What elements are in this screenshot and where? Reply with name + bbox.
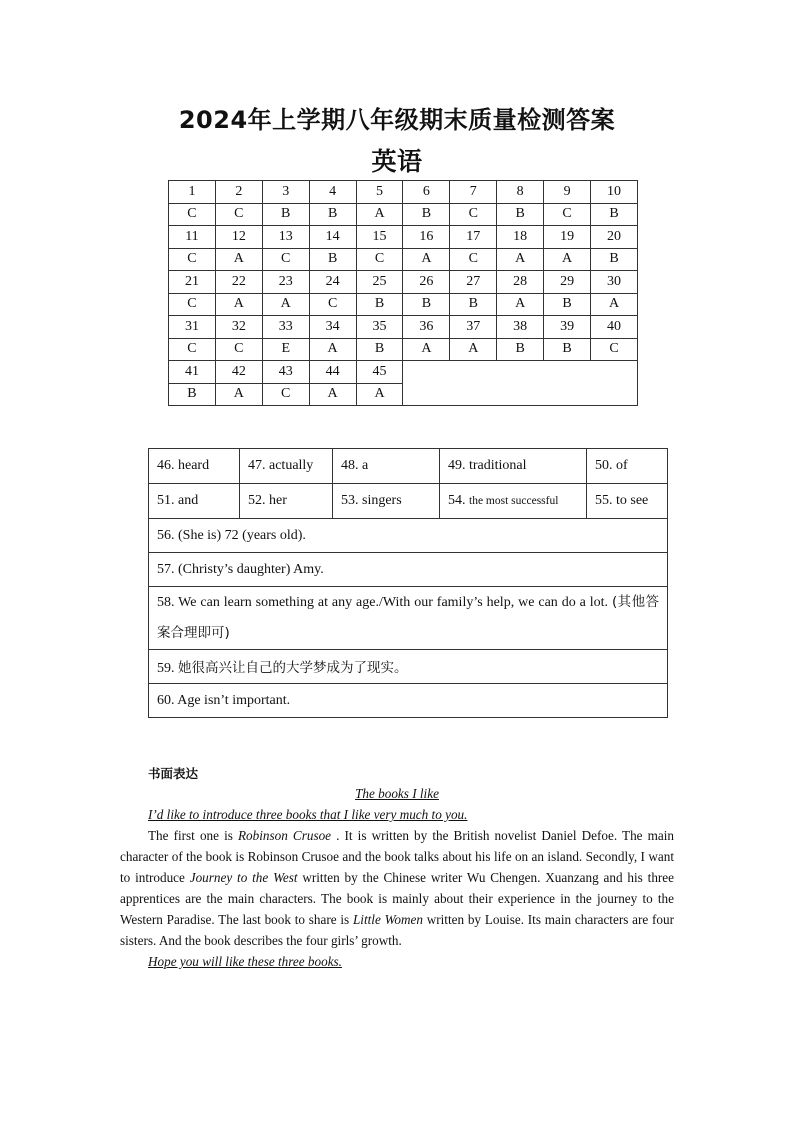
answer-cell: C <box>309 293 356 316</box>
question-number-cell: 14 <box>309 226 356 249</box>
question-number-cell: 1 <box>169 181 216 204</box>
question-number-cell: 23 <box>262 271 309 294</box>
answer-cell: 60. Age isn’t important. <box>149 684 668 718</box>
subject-title: 英语 <box>371 147 423 176</box>
answer-cell: B <box>544 338 591 361</box>
empty-cell <box>403 361 638 406</box>
question-number-cell: 10 <box>591 181 638 204</box>
answer-cell: B <box>309 248 356 271</box>
question-number-cell: 8 <box>497 181 544 204</box>
question-number-cell: 26 <box>403 271 450 294</box>
question-number-cell: 33 <box>262 316 309 339</box>
table-row <box>169 361 638 384</box>
answer-cell: C <box>591 338 638 361</box>
table-row <box>169 248 638 271</box>
answer-cell: 56. (She is) 72 (years old). <box>149 519 668 553</box>
essay-text: . It is written by the British novelist Daniel Defoe. The main character of the book is Robinson Crusoe and the book talks about his life on an island. Secondly, I want to introduce <box>120 828 675 885</box>
table-row <box>169 293 638 316</box>
answer-cell: B <box>497 338 544 361</box>
question-number-cell: 41 <box>169 361 216 384</box>
answer-cell: 49. traditional <box>440 449 587 484</box>
table-row <box>149 519 668 553</box>
question-number-cell: 2 <box>215 181 262 204</box>
answer-cell: B <box>356 293 403 316</box>
answer-cell: B <box>169 383 216 406</box>
question-number-cell: 9 <box>544 181 591 204</box>
answer-cell: A <box>544 248 591 271</box>
table-row <box>169 316 638 339</box>
answer-cell: A <box>262 293 309 316</box>
section-heading: 书面表达 <box>148 766 199 781</box>
answer-cell: C <box>262 248 309 271</box>
question-number-cell: 30 <box>591 271 638 294</box>
question-number-cell: 17 <box>450 226 497 249</box>
question-number-cell: 27 <box>450 271 497 294</box>
answer-cell: A <box>309 383 356 406</box>
answer-cell: A <box>215 293 262 316</box>
question-number-cell: 16 <box>403 226 450 249</box>
table-row <box>169 226 638 249</box>
answer-cell: A <box>356 383 403 406</box>
answer-cell: B <box>591 248 638 271</box>
question-number-cell: 40 <box>591 316 638 339</box>
answer-cell: 51. and <box>149 484 240 519</box>
table-row <box>149 684 668 718</box>
essay-body <box>120 825 674 951</box>
answer-cell: 48. a <box>333 449 440 484</box>
answer-cell: B <box>591 203 638 226</box>
answer-cell: B <box>403 203 450 226</box>
essay-closing: Hope you will like these three books. <box>148 954 342 969</box>
question-number-cell: 42 <box>215 361 262 384</box>
answer-cell: A <box>215 248 262 271</box>
question-number-cell: 13 <box>262 226 309 249</box>
question-number-cell: 28 <box>497 271 544 294</box>
answer-cell: B <box>497 203 544 226</box>
question-number-cell: 43 <box>262 361 309 384</box>
table-row <box>149 484 668 519</box>
question-number-cell: 38 <box>497 316 544 339</box>
answer-cell: C <box>215 338 262 361</box>
question-number-cell: 34 <box>309 316 356 339</box>
table-row <box>169 271 638 294</box>
answer-number: 54. <box>448 493 466 508</box>
essay-intro: I’d like to introduce three books that I like very much to you. <box>148 807 468 822</box>
answer-cell: B <box>450 293 497 316</box>
answer-text: 她很高兴让自己的大学梦成为了现实。 <box>178 660 408 676</box>
answer-cell: C <box>169 248 216 271</box>
answer-text: the most successful <box>469 495 559 507</box>
essay-text: written by Louise. Its main characters are four sisters. And the book describes the four girls’ growth. <box>120 912 674 948</box>
question-number-cell: 44 <box>309 361 356 384</box>
answer-cell: A <box>403 338 450 361</box>
page-title: 2024年上学期八年级期末质量检测答案 <box>178 106 616 134</box>
question-number-cell: 25 <box>356 271 403 294</box>
essay-text: The first one is <box>148 828 238 843</box>
question-number-cell: 15 <box>356 226 403 249</box>
question-number-cell: 22 <box>215 271 262 294</box>
answer-cell: A <box>591 293 638 316</box>
question-number-cell: 31 <box>169 316 216 339</box>
answer-cell: B <box>544 293 591 316</box>
answer-cell: A <box>450 338 497 361</box>
table-row <box>169 181 638 204</box>
answer-cell: C <box>169 293 216 316</box>
question-number-cell: 19 <box>544 226 591 249</box>
answer-cell: A <box>403 248 450 271</box>
table-row <box>149 587 668 650</box>
answer-cell: A <box>497 293 544 316</box>
question-number-cell: 12 <box>215 226 262 249</box>
answer-number: 59. <box>157 661 175 676</box>
question-number-cell: 20 <box>591 226 638 249</box>
answer-cell: B <box>403 293 450 316</box>
answer-cell: C <box>169 203 216 226</box>
table-row <box>149 449 668 484</box>
answer-cell: A <box>356 203 403 226</box>
book-title: Little Women <box>352 912 423 927</box>
question-number-cell: 29 <box>544 271 591 294</box>
answer-note: (其他答案合理即可) <box>157 594 659 641</box>
question-number-cell: 6 <box>403 181 450 204</box>
answer-cell: 50. of <box>587 449 668 484</box>
table-row <box>169 338 638 361</box>
model-essay <box>120 783 674 972</box>
answer-cell: A <box>309 338 356 361</box>
table-row <box>149 650 668 684</box>
answer-cell: B <box>309 203 356 226</box>
answer-cell: 47. actually <box>240 449 333 484</box>
essay-text: written by the Chinese writer Wu Chengen. Xuanzang and his three apprentices are the main characters. The book is mainly about their experience in the journey to the Western Paradise. The last book to share is <box>120 870 675 927</box>
table-row <box>169 203 638 226</box>
question-number-cell: 5 <box>356 181 403 204</box>
question-number-cell: 32 <box>215 316 262 339</box>
answer-cell: B <box>356 338 403 361</box>
book-title: Journey to the West <box>189 870 298 885</box>
fill-in-answer-table <box>148 448 668 718</box>
answer-cell: C <box>450 248 497 271</box>
question-number-cell: 3 <box>262 181 309 204</box>
multiple-choice-answer-table <box>168 180 638 406</box>
question-number-cell: 11 <box>169 226 216 249</box>
book-title: Robinson Crusoe <box>238 828 332 843</box>
answer-cell: 52. her <box>240 484 333 519</box>
answer-cell: C <box>356 248 403 271</box>
answer-cell: A <box>497 248 544 271</box>
answer-cell: B <box>262 203 309 226</box>
answer-cell <box>149 650 668 684</box>
question-number-cell: 35 <box>356 316 403 339</box>
answer-cell: 55. to see <box>587 484 668 519</box>
answer-cell <box>440 484 587 519</box>
question-number-cell: 39 <box>544 316 591 339</box>
question-number-cell: 37 <box>450 316 497 339</box>
question-number-cell: 18 <box>497 226 544 249</box>
answer-cell: C <box>262 383 309 406</box>
answer-cell: C <box>169 338 216 361</box>
answer-cell <box>149 587 668 650</box>
answer-text: 58. We can learn something at any age./With our family’s help, we can do a lot. <box>157 595 609 610</box>
answer-cell: C <box>215 203 262 226</box>
question-number-cell: 24 <box>309 271 356 294</box>
question-number-cell: 21 <box>169 271 216 294</box>
question-number-cell: 7 <box>450 181 497 204</box>
answer-cell: E <box>262 338 309 361</box>
answer-cell: C <box>450 203 497 226</box>
essay-title: The books I like <box>355 786 439 801</box>
question-number-cell: 45 <box>356 361 403 384</box>
table-row <box>149 553 668 587</box>
answer-cell: A <box>215 383 262 406</box>
answer-cell: 53. singers <box>333 484 440 519</box>
question-number-cell: 4 <box>309 181 356 204</box>
question-number-cell: 36 <box>403 316 450 339</box>
answer-cell: C <box>544 203 591 226</box>
answer-cell: 46. heard <box>149 449 240 484</box>
answer-cell: 57. (Christy’s daughter) Amy. <box>149 553 668 587</box>
